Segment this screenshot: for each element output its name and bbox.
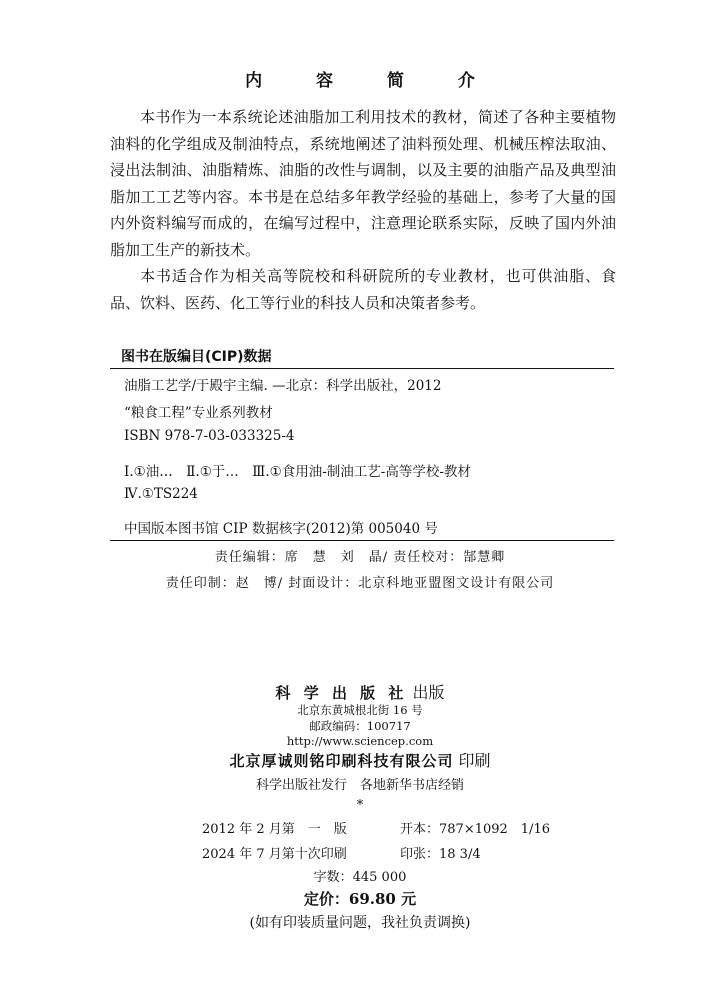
word-count: 字数：445 000 (313, 870, 407, 885)
publisher-postcode: 邮政编码：100717 (309, 719, 411, 733)
editor-credits: 责任编辑：席 慧 刘 晶/ 责任校对：郜慧卿 (214, 550, 506, 565)
intro-title: 内 容 简 介 (245, 71, 499, 91)
cip-line-title: 油脂工艺学/于殿宇主编. —北京：科学出版社，2012 (124, 378, 442, 394)
edition-date: 2012 年 2 月第 一 版 (202, 822, 347, 837)
printer-line (0, 748, 720, 771)
separator-asterisk: * (356, 798, 364, 813)
printing-date: 2024 年 7 月第十次印刷 (202, 847, 347, 862)
cip-line-class-code: Ⅳ.①TS224 (124, 486, 198, 502)
cip-line-classification: Ⅰ.①油… Ⅱ.①于… Ⅲ.①食用油-制油工艺-高等学校-教材 (124, 464, 471, 480)
cip-bottom-rule (110, 540, 614, 541)
publisher-line (0, 680, 720, 703)
intro-paragraph: 本书作为一本系统论述油脂加工利用技术的教材，简述了各种主要植物油料的化学组成及制油特点，系统地阐述了油料预处理、机械压榨法取油、浸出法制油、油脂精炼、油脂的改性与调制，以及主要的油脂产品及典型油脂加工工艺等内容。本书是在总结多年教学经验的基础上，参考了大量的国内外资料编写而成的，在编写过程中，注意理论联系实际，反映了国内外油脂加工生产的新技术。 (110, 108, 616, 259)
publisher-name: 科 学 出 版 社 (275, 684, 408, 702)
quality-notice: (如有印装质量问题，我社负责调换) (249, 915, 471, 931)
intro-paragraph: 本书适合作为相关高等院校和科研院所的专业教材，也可供油脂、食品、饮料、医药、化工等行业的科技人员和决策者参考。 (110, 267, 616, 312)
cip-line-isbn: ISBN 978-7-03-033325-4 (124, 428, 295, 444)
cip-line-record-number: 中国版本图书馆 CIP 数据核字(2012)第 005040 号 (124, 521, 438, 537)
publisher-address: 北京东黄城根北街 16 号 (297, 703, 423, 717)
printer-suffix: 印刷 (458, 751, 491, 770)
printer-name: 北京厚诚则铭印刷科技有限公司 (229, 752, 454, 770)
price: 定价：69.80 元 (303, 890, 417, 908)
publisher-suffix: 出版 (412, 683, 445, 702)
intro-body (110, 104, 616, 316)
cip-line-series: “粮食工程”专业系列教材 (124, 405, 273, 421)
cip-heading: 图书在版编目(CIP)数据 (121, 349, 272, 365)
printed-sheets: 印张：18 3/4 (400, 847, 481, 862)
production-credits: 责任印制：赵 博/ 封面设计：北京科地亚盟图文设计有限公司 (165, 576, 555, 591)
publisher-url: http://www.sciencep.com (286, 734, 434, 748)
distribution-line: 科学出版社发行 各地新华书店经销 (255, 778, 464, 793)
book-format: 开本：787×1092 1/16 (400, 822, 550, 837)
cip-top-rule (110, 368, 614, 369)
